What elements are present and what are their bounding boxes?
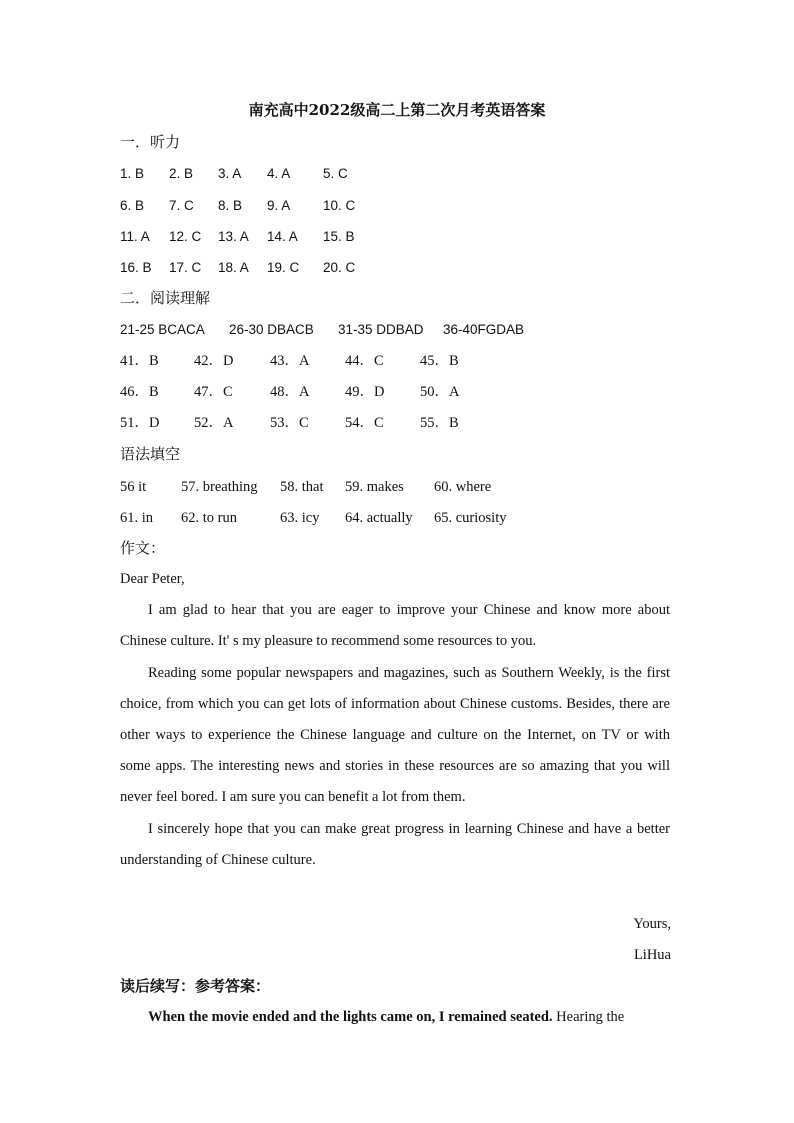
- cloze-answer: 52．A: [194, 415, 234, 431]
- continuation-heading: 读后续写：参考答案：: [120, 977, 271, 995]
- listening-answer: 14. A: [267, 229, 298, 244]
- letter-signature: LiHua: [633, 947, 671, 963]
- letter-paragraph: I sincerely hope that you can make great progress in learning Chinese and have a better understanding of Chinese culture.: [120, 820, 670, 868]
- letter-paragraph: Reading some popular newspapers and magazines, such as Southern Weekly, is the first choice, from which you can get lots of information about Chinese customs. Besides, there are other ways to experience the Chinese language and culture on the Internet, on TV or with some apps. The interesting news and stories in these resources are so amazing that you will never feel bored. I am sure you can benefit a lot from them.: [120, 664, 670, 806]
- listening-answer: 6. B: [120, 198, 145, 213]
- reading-group: 21-25 BCACA: [120, 322, 205, 337]
- listening-answer: 11. A: [120, 229, 150, 244]
- continuation-plain-text: Hearing the: [552, 1009, 625, 1025]
- letter-salutation: Dear Peter,: [120, 571, 185, 587]
- cloze-answer: 50．A: [420, 384, 460, 400]
- page-title: 南充高中2022级高二上第二次月考英语答案: [248, 101, 546, 119]
- listening-answer: 1. B: [120, 166, 145, 181]
- grammar-answer: 63. icy: [280, 510, 320, 526]
- grammar-answer: 64. actually: [345, 510, 413, 526]
- cloze-answer: 41．B: [120, 353, 159, 369]
- listening-answer: 4. A: [267, 166, 291, 181]
- grammar-answer: 58. that: [280, 479, 324, 495]
- cloze-answer: 45．B: [420, 353, 459, 369]
- grammar-answer: 59. makes: [345, 479, 404, 495]
- letter-paragraph: I am glad to hear that you are eager to improve your Chinese and know more about Chinese culture. It' s my pleasure to recommend some resources to you.: [120, 602, 670, 650]
- reading-group: 36-40FGDAB: [443, 322, 525, 337]
- cloze-answer: 46．B: [120, 384, 159, 400]
- listening-answer: 12. C: [169, 229, 202, 244]
- cloze-answer: 53．C: [270, 415, 309, 431]
- reading-group: 26-30 DBACB: [229, 322, 314, 337]
- continuation-text: [120, 1002, 670, 1033]
- listening-answer: 20. C: [323, 260, 356, 275]
- listening-answer: 5. C: [323, 166, 348, 181]
- listening-answer: 7. C: [169, 198, 194, 213]
- listening-answer: 8. B: [218, 198, 243, 213]
- listening-answer: 18. A: [218, 260, 249, 275]
- listening-answer: 3. A: [218, 166, 242, 181]
- grammar-answer: 62. to run: [181, 510, 237, 526]
- listening-answer: 2. B: [169, 166, 194, 181]
- grammar-answer: 56 it: [120, 479, 147, 495]
- listening-answer: 16. B: [120, 260, 152, 275]
- reading-group: 31-35 DDBAD: [338, 322, 424, 337]
- cloze-answer: 47．C: [194, 384, 233, 400]
- cloze-answer: 48．A: [270, 384, 310, 400]
- listening-answer: 9. A: [267, 198, 291, 213]
- listening-heading: 一．听力: [120, 133, 181, 151]
- listening-answer: 19. C: [267, 260, 300, 275]
- grammar-answer: 65. curiosity: [434, 510, 507, 526]
- cloze-answer: 43．A: [270, 353, 310, 369]
- cloze-answer: 55．B: [420, 415, 459, 431]
- grammar-heading: 语法填空: [120, 445, 181, 463]
- grammar-answer: 57. breathing: [181, 479, 258, 495]
- cloze-answer: 51．D: [120, 415, 160, 431]
- cloze-answer: 54．C: [345, 415, 384, 431]
- cloze-answer: 49．D: [345, 384, 385, 400]
- reading-heading: 二．阅读理解: [120, 289, 211, 307]
- continuation-bold-sentence: When the movie ended and the lights came on, I remained seated.: [148, 1009, 553, 1025]
- cloze-answer: 42．D: [194, 353, 234, 369]
- writing-heading: 作文：: [120, 539, 166, 557]
- listening-answer: 17. C: [169, 260, 202, 275]
- letter-body: [120, 564, 670, 876]
- listening-answer: 10. C: [323, 198, 356, 213]
- listening-answer: 15. B: [323, 229, 355, 244]
- grammar-answer: 60. where: [434, 479, 492, 495]
- grammar-answer: 61. in: [120, 510, 154, 526]
- letter-closing: Yours,: [633, 916, 671, 932]
- cloze-answer: 44．C: [345, 353, 384, 369]
- listening-answer: 13. A: [218, 229, 249, 244]
